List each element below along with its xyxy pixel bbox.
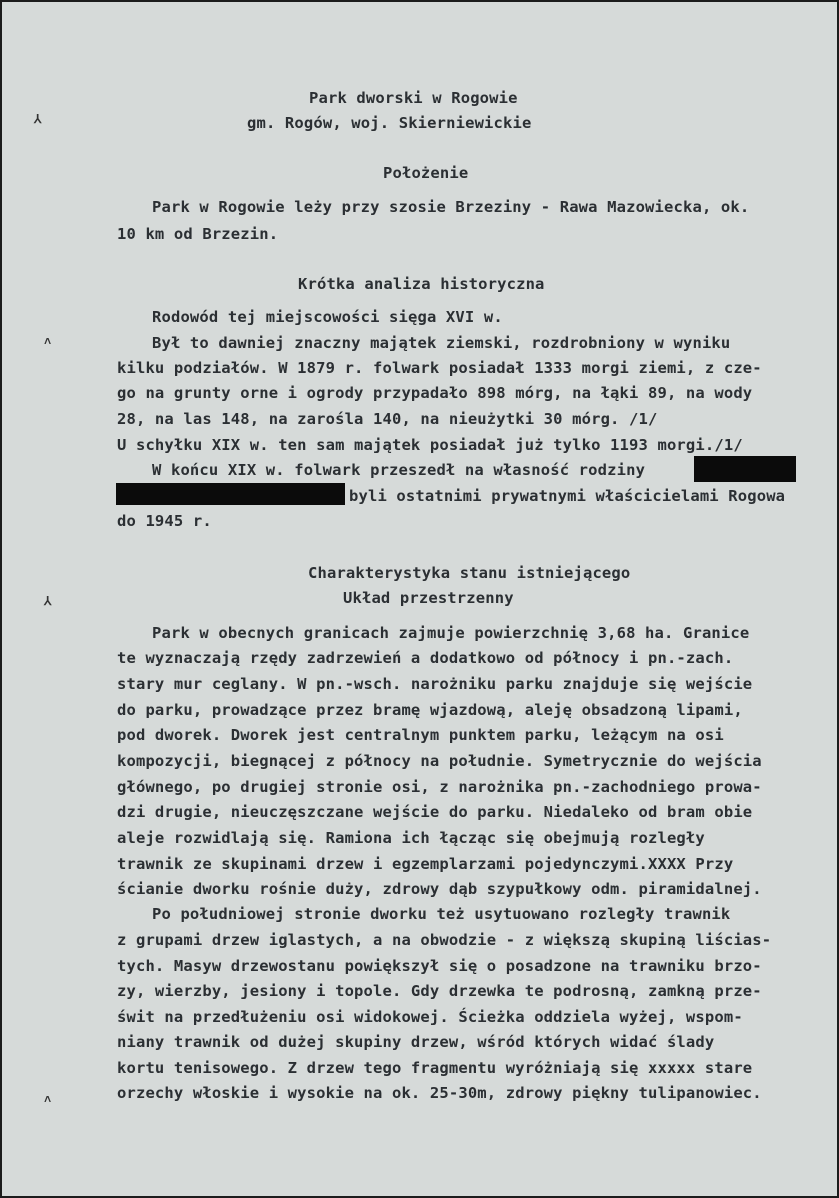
paragraph-line: z grupami drzew iglastych, a na obwodzie - z większą skupiną liścias- (117, 931, 772, 949)
paragraph-line: do parku, prowadzące przez bramę wjazdową, aleję obsadzoną lipami, (117, 701, 743, 719)
heading-location: Położenie (383, 164, 469, 182)
paragraph-line: kompozycji, biegnącej z północy na południe. Symetrycznie do wejścia (117, 752, 762, 770)
paragraph-line: aleje rozwidlają się. Ramiona ich łącząc się obejmują rozległy (117, 829, 705, 847)
paragraph-line: kilku podziałów. W 1879 r. folwark posiadał 1333 morgi ziemi, z cze- (117, 359, 762, 377)
heading-history: Krótka analiza historyczna (298, 275, 545, 293)
paragraph-line: Park w Rogowie leży przy szosie Brzeziny - Rawa Mazowiecka, ok. (152, 198, 750, 216)
redaction-bar (116, 483, 345, 505)
paragraph-line: Park w obecnych granicach zajmuje powierzchnię 3,68 ha. Granice (152, 624, 750, 642)
paragraph-line: W końcu XIX w. folwark przeszedł na własność rodziny (152, 461, 646, 479)
paragraph-line: zy, wierzby, jesiony i topole. Gdy drzewka te podrosną, zamkną prze- (117, 982, 762, 1000)
paragraph-line: byli ostatnimi prywatnymi właścicielami Rogowa (349, 487, 786, 505)
redaction-bar (694, 456, 796, 482)
margin-mark-4: ˄ (44, 1092, 52, 1106)
paragraph-line: 28, na las 148, na zarośla 140, na nieużytki 30 mórg. /1/ (117, 410, 658, 428)
heading-spatial-layout: Układ przestrzenny (343, 589, 514, 607)
paragraph-line: niany trawnik od dużej skupiny drzew, wśród których widać ślady (117, 1033, 715, 1051)
paragraph-line: kortu tenisowego. Z drzew tego fragmentu wyróżniają się xxxxx stare (117, 1059, 753, 1077)
heading-current-state: Charakterystyka stanu istniejącego (308, 564, 631, 582)
paragraph-line: go na grunty orne i ogrody przypadało 898 mórg, na łąki 89, na wody (117, 384, 753, 402)
paragraph-line: do 1945 r. (117, 512, 212, 530)
paragraph-line: orzechy włoskie i wysokie na ok. 25-30m, zdrowy piękny tulipanowiec. (117, 1084, 762, 1102)
paragraph-line: stary mur ceglany. W pn.-wsch. narożniku parku znajduje się wejście (117, 675, 753, 693)
margin-mark-3: ⅄ (44, 594, 52, 608)
paragraph-line: U schyłku XIX w. ten sam majątek posiadał już tylko 1193 morgi./1/ (117, 436, 743, 454)
paragraph-line: tych. Masyw drzewostanu powiększył się o posadzone na trawniku brzo- (117, 957, 762, 975)
paragraph-line: Po południowej stronie dworku też usytuowano rozległy trawnik (152, 905, 731, 923)
paragraph-line: Był to dawniej znaczny majątek ziemski, rozdrobniony w wyniku (152, 334, 731, 352)
paragraph-line: pod dworek. Dworek jest centralnym punktem parku, leżącym na osi (117, 726, 724, 744)
document-title: Park dworski w Rogowie (309, 89, 518, 107)
margin-mark-2: ˄ (44, 334, 52, 348)
paragraph-line: ścianie dworku rośnie duży, zdrowy dąb szypułkowy odm. piramidalnej. (117, 880, 762, 898)
paragraph-line: 10 km od Brzezin. (117, 225, 279, 243)
document-subtitle: gm. Rogów, woj. Skierniewickie (247, 114, 532, 132)
paragraph-line: te wyznaczają rzędy zadrzewień a dodatkowo od północy i pn.-zach. (117, 649, 734, 667)
margin-mark-1: ⅄ (34, 112, 42, 126)
paragraph-line: dzi drugie, nieuczęszczane wejście do parku. Niedaleko od bram obie (117, 803, 753, 821)
paragraph-line: świt na przedłużeniu osi widokowej. Ścieżka oddziela wyżej, wspom- (117, 1008, 743, 1026)
paragraph-line: głównego, po drugiej stronie osi, z narożnika pn.-zachodniego prowa- (117, 778, 762, 796)
paragraph-line: Rodowód tej miejscowości sięga XVI w. (152, 308, 503, 326)
paragraph-line: trawnik ze skupinami drzew i egzemplarzami pojedynczymi.XXXX Przy (117, 855, 734, 873)
